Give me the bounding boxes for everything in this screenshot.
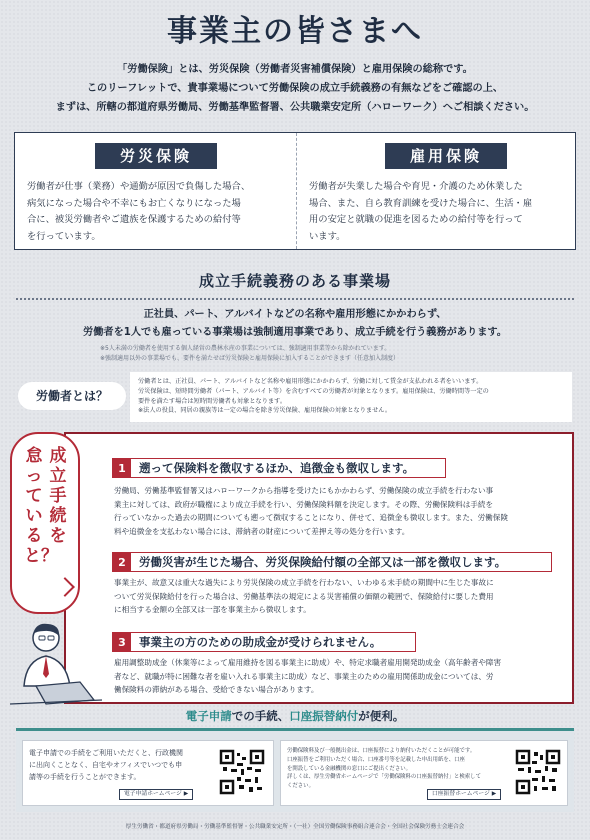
- item-2-line: に相当する金額の全部又は一部を事業主から徴収します。: [114, 605, 311, 615]
- item-2-title: 労働災害が生じた場合、労災保険給付額の全部又は一部を徴収します。: [139, 555, 507, 569]
- rosai-line: 労働者が仕事（業務）や通勤が原因で負傷した場合、: [27, 181, 251, 192]
- item-3-text: [114, 656, 566, 697]
- koyo-text: [309, 179, 565, 245]
- intro-line: まずは、所轄の都道府県労働局、労働基準監督署、公共職業安定所（ハローワーク）へご相談ください。: [55, 102, 535, 113]
- item-1-line: 業主に対しては、政府が職権により成立手続を行い、労働保険料額を決定します。その際、労働保険料は手続を: [114, 499, 494, 509]
- insurance-cards: [14, 132, 576, 250]
- account-transfer-box: [280, 740, 568, 806]
- item-1-title: 遡って保険料を徴収するほか、追徴金も徴収します。: [139, 461, 415, 475]
- rosai-line: 病気になった場合や不幸にもお亡くなりになった場: [27, 197, 241, 209]
- title-e-application: 電子申請: [185, 709, 232, 723]
- item-2-line: 事業主が、故意又は重大な過失により労災保険の成立手続を行わない、いわゆる未手続の期間中に生じた事故に: [114, 578, 494, 587]
- koyo-tag: 雇用保険: [385, 143, 507, 169]
- account-transfer-text: [287, 747, 481, 791]
- obligation-notes: [100, 344, 580, 364]
- e-application-text: [29, 747, 183, 783]
- item-3-header: [112, 632, 416, 652]
- koyo-line: 用の安定と就職の促進を図るための給付等を行って: [309, 214, 523, 225]
- koyo-line: います。: [309, 230, 346, 242]
- item-1-text: [114, 484, 566, 538]
- e-application-box: [22, 740, 274, 806]
- item-1-number: 1: [113, 459, 131, 477]
- intro-text: [0, 60, 590, 117]
- account-transfer-line: 詳しくは、厚生労働省ホームページで「労働保険料の口座振替納付」と検索して: [287, 774, 481, 781]
- intro-line: このリーフレットで、貴事業場について労働保険の成立手続義務の有無などをご確認の上、: [86, 83, 504, 94]
- rosai-card: [15, 133, 297, 249]
- rosai-line: を行っています。: [27, 230, 101, 242]
- item-1-line: 労働局、労働基準監督署又はハローワークから指導を受けたにもかかわらず、労働保険の成立手続を行わない事: [114, 486, 494, 495]
- worker-line: 要件を満たす場合は短時間労働者も対象となります。: [138, 397, 287, 405]
- koyo-line: 労働者が失業した場合や育児・介護のため休業した: [309, 181, 523, 192]
- title-suffix: が便利。: [358, 709, 405, 723]
- rosai-text: [27, 179, 286, 245]
- bubble-column-1: 成立手続を: [49, 446, 67, 546]
- qr-code-icon: [219, 749, 265, 795]
- koyo-card: [297, 133, 575, 249]
- item-2-number: 2: [113, 553, 131, 571]
- note-line: ※5人未満の労働者を使用する個人経営の農林水産の事業については、強制適用事業等から除かれています。: [100, 345, 391, 352]
- person-with-laptop-illustration: [6, 616, 106, 712]
- e-application-line: 請等の手続を行うことができます。: [29, 773, 141, 781]
- worker-definition: [130, 372, 572, 422]
- item-3-title: 事業主の方のための助成金が受けられません。: [139, 635, 382, 649]
- item-3-number: 3: [113, 633, 131, 651]
- note-line: ※強制適用以外の事業場でも、要件を満たせば労災保険と雇用保険に加入することができます（任意加入制度）: [100, 355, 400, 362]
- worker-line: 労働者とは、正社員、パート、アルバイトなど名称や雇用形態にかかわらず、労働に対して賃金が支払われる者をいいます。: [138, 378, 483, 385]
- obligation-title: 成立手続義務のある事業場: [198, 272, 391, 290]
- online-services-title: [0, 708, 590, 724]
- account-transfer-line: 労働保険料及び一般拠出金は、口座振替により納付いただくことが可能です。: [287, 748, 476, 754]
- koyo-line: 場合、また、自ら教育訓練を受けた場合に、生活・雇: [309, 197, 533, 209]
- intro-line: 「労働保険」とは、労災保険（労働者災害補償保険）と雇用保険の総称です。: [117, 64, 473, 75]
- item-3-line: 働保険料の滞納がある場合、受給できない場合があります。: [114, 685, 319, 695]
- page-title: 事業主の皆さまへ: [167, 14, 423, 49]
- account-transfer-line: 口座振替をご利用いただく場合、口座番号等を記載した申出用紙を、口座: [287, 756, 465, 763]
- title-mid: での手続、: [231, 709, 290, 723]
- qr-code-icon: [515, 749, 561, 795]
- account-transfer-homepage-link[interactable]: 口座振替ホームページ ▶: [427, 789, 501, 800]
- item-1-header: [112, 458, 446, 478]
- issuer-footer: 厚生労働省・都道府県労働局・労働基準監督署・公共職業安定所・（一社）全国労働保険事務組合連合会・全国社会保険労務士会連合会: [125, 824, 465, 830]
- title-account-transfer: 口座振替納付: [289, 709, 359, 723]
- e-application-homepage-link[interactable]: 電子申請ホームページ ▶: [119, 789, 193, 800]
- item-3-line: 者など、就職が特に困難な者を雇い入れる事業主に助成）など、事業主のための雇用関係助成金については、労: [114, 671, 494, 681]
- account-transfer-line: を開設している金融機関の窓口にご提出ください。: [287, 765, 411, 772]
- account-transfer-line: ください。: [287, 783, 314, 790]
- e-application-line: 電子申請での手続をご利用いただくと、行政機関: [29, 749, 183, 757]
- obligation-line: 正社員、パート、アルバイトなどの名称や雇用形態にかかわらず、: [143, 309, 447, 320]
- rosai-line: 合に、被災労働者やご遺族を保護するための給付等: [27, 214, 241, 225]
- dotted-divider: [16, 298, 574, 300]
- bubble-column-2: 怠っていると？: [24, 446, 58, 566]
- worker-label: 労働者とは？: [18, 382, 126, 410]
- item-2-header: [112, 552, 552, 572]
- item-1-line: 料や追徴金を支払わない場合には、滞納者の財産について差押え等の処分を行います。: [114, 526, 410, 536]
- obligation-body: [0, 306, 590, 342]
- item-2-line: ついて労災保険給付を行った場合は、労働基準法の規定による災害補償の価額の範囲で、保険給付に要した費用: [114, 591, 494, 601]
- item-1-line: 行っていなかった過去の期間についても遡って徴収することになり、併せて、追徴金も徴収します。また、労働保険: [114, 513, 508, 523]
- worker-line: ※法人の役員、同居の親族等は一定の場合を除き労災保険、雇用保険の対象となりません。: [138, 407, 392, 415]
- item-3-line: 雇用調整助成金（休業等によって雇用維持を図る事業主に助成）や、特定求職者雇用開発助成金（高年齢者や障害: [114, 658, 502, 667]
- rosai-tag: 労災保険: [95, 143, 217, 169]
- item-2-text: [114, 576, 566, 617]
- e-application-line: に出向くことなく、自宅やオフィスでいつでも申: [29, 761, 183, 769]
- obligation-line: 労働者を1人でも雇っている事業場は強制適用事業であり、成立手続を行う義務があります。: [83, 327, 507, 338]
- worker-line: 労災保険は、短時間労働者（パート、アルバイト等）を含むすべての労働者が対象となります。雇用保険は、労働時間等一定の: [138, 387, 489, 395]
